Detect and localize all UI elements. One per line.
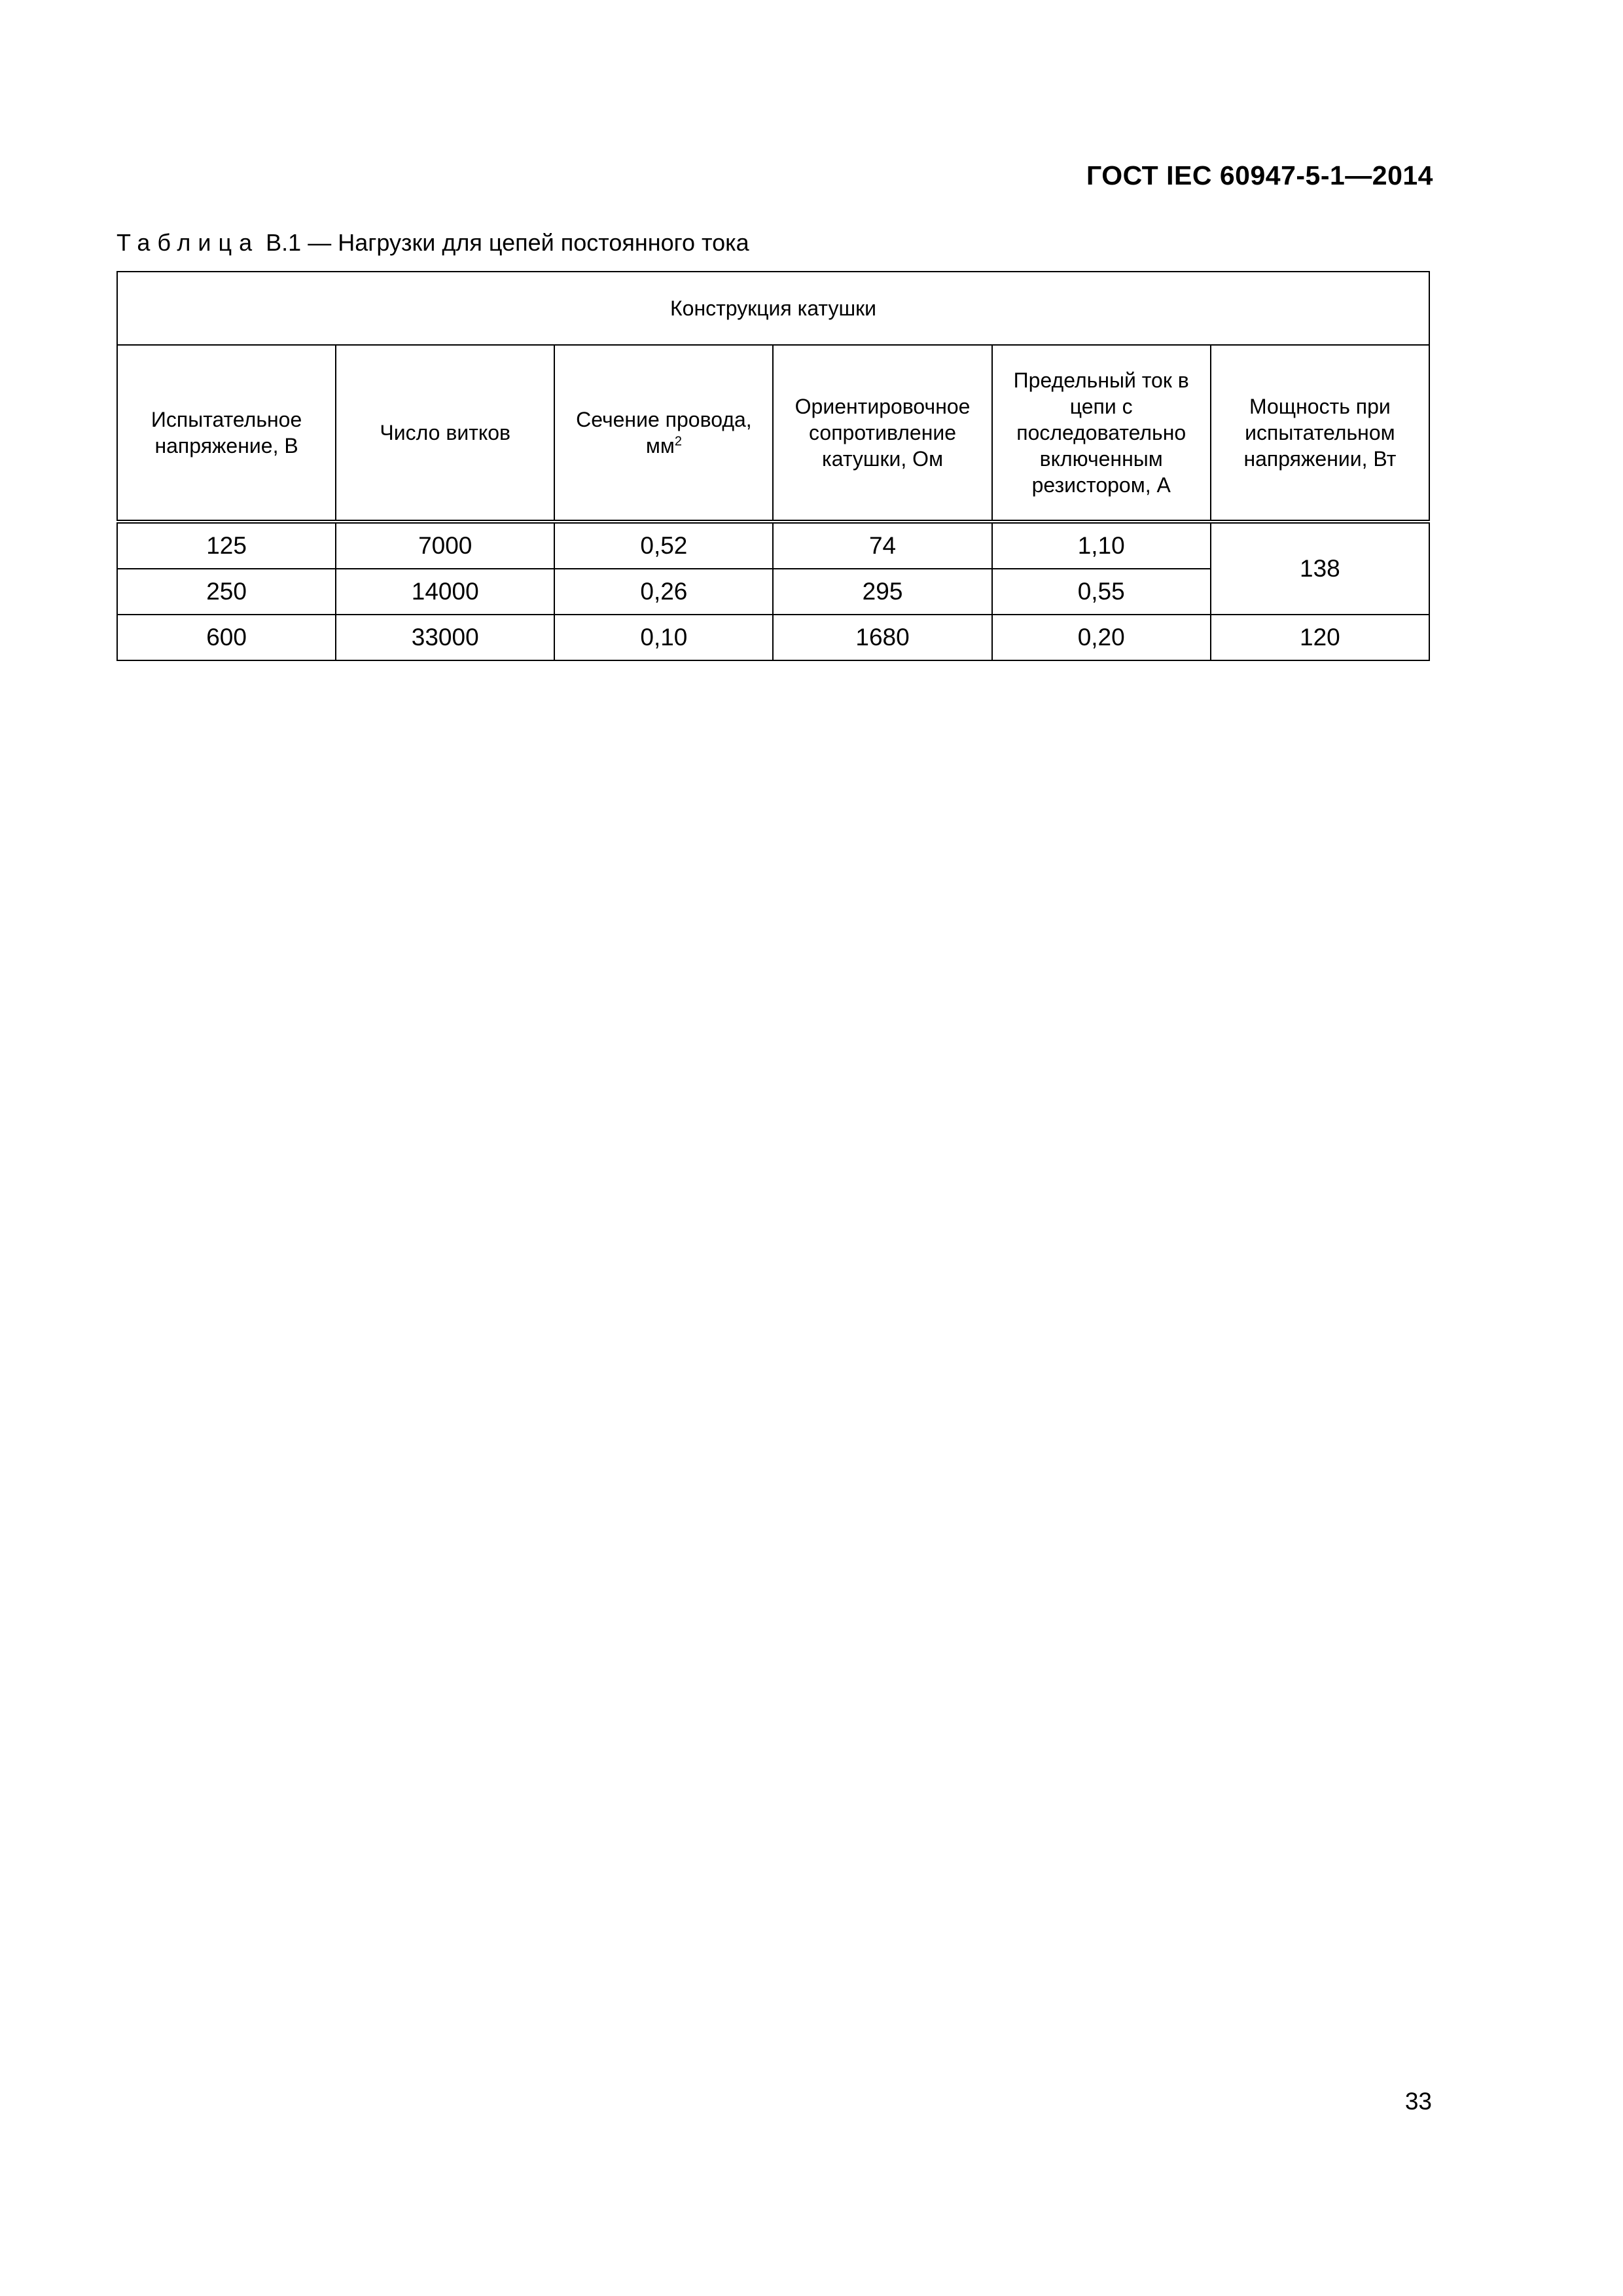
document-header: ГОСТ IEC 60947-5-1—2014 [1086, 160, 1433, 190]
column-header-resistance: Ориентировочное сопротивление катушки, Ом [773, 345, 991, 522]
cell-section: 0,10 [554, 615, 773, 660]
column-header-voltage: Испытательное напряжение, В [117, 345, 336, 522]
page-number: 33 [1404, 2088, 1432, 2115]
cell-power: 138 [1211, 522, 1429, 615]
cell-turns: 33000 [336, 615, 554, 660]
column-header-turns: Число витков [336, 345, 554, 522]
cell-section: 0,52 [554, 522, 773, 569]
column-header-current: Предельный ток в цепи с последовательно включенным резистором, А [992, 345, 1211, 522]
column-header-section-text: Сечение провода, мм [576, 408, 752, 457]
column-header-section [554, 345, 773, 522]
cell-resistance: 1680 [773, 615, 991, 660]
column-header-power: Мощность при испытательном напряжении, Вт [1211, 345, 1429, 522]
coil-loads-table [116, 271, 1430, 661]
cell-resistance: 295 [773, 569, 991, 615]
column-header-section-superscript: 2 [674, 434, 682, 449]
cell-current: 0,20 [992, 615, 1211, 660]
cell-voltage: 125 [117, 522, 336, 569]
caption-label: Таблица [116, 229, 260, 256]
group-header-cell: Конструкция катушки [117, 272, 1429, 345]
cell-power: 120 [1211, 615, 1429, 660]
cell-turns: 7000 [336, 522, 554, 569]
table-row [117, 522, 1429, 569]
cell-voltage: 250 [117, 569, 336, 615]
cell-voltage: 600 [117, 615, 336, 660]
caption-text: В.1 — Нагрузки для цепей постоянного тока [266, 229, 749, 256]
cell-resistance: 74 [773, 522, 991, 569]
cell-current: 1,10 [992, 522, 1211, 569]
cell-current: 0,55 [992, 569, 1211, 615]
table-group-header-row [117, 272, 1429, 345]
cell-turns: 14000 [336, 569, 554, 615]
table-row [117, 615, 1429, 660]
table-header-row [117, 345, 1429, 522]
table-caption [116, 229, 749, 257]
cell-section: 0,26 [554, 569, 773, 615]
